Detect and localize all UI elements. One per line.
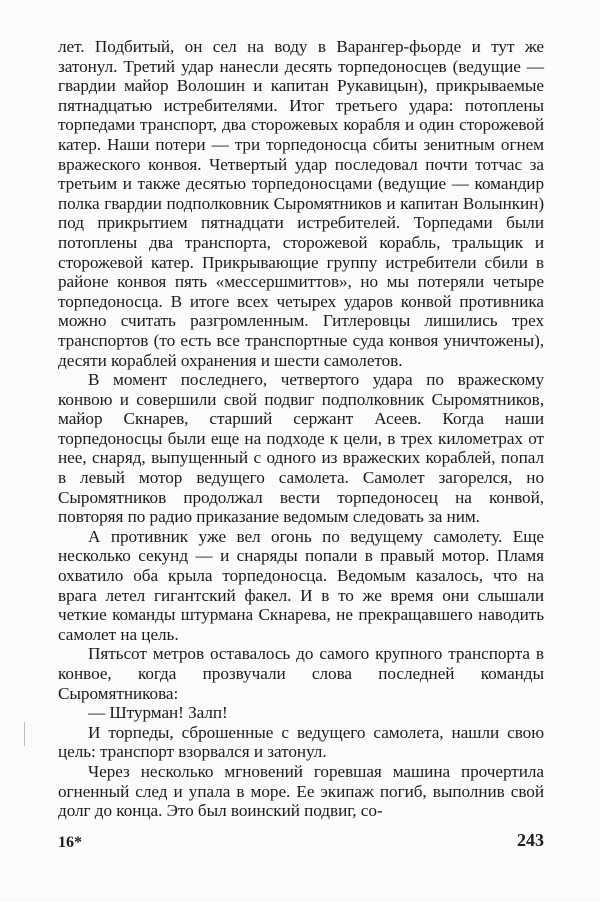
paragraph-4: Пятьсот метров оставалось до самого крупного транспорта в конвое, когда прозвучали слова последней команды Сыромятникова: [58, 644, 544, 703]
paragraph-7: Через несколько мгновений горевшая машина прочертила огненный след и упала в море. Ее экипаж погиб, выполнив свой долг до конца. Это был воинский подвиг, со- [58, 761, 544, 821]
margin-mark [24, 722, 25, 746]
body-text [58, 37, 544, 821]
paragraph-6: И торпеды, сброшенные с ведущего самолета, нашли свою цель: транспорт взорвался и затонул. [58, 722, 544, 762]
paragraph-2: В момент последнего, четвертого удара по вражескому конвою и совершили свой подвиг подполковник Сыромятников, майор Скнарев, старший сержант Асеев. Когда наши торпедоносцы были еще на подходе к цели, в трех километрах от нее, снаряд, выпущенный с одного из вражеских кораблей, попал в левый мотор ведущего самолета. Самолет загорелся, но Сыромятников продолжал вести торпедоносец на конвой, повторяя по радио приказание ведомым следовать за ним. [58, 370, 544, 527]
paragraph-5: — Штурман! Залп! [88, 703, 228, 723]
page-number: 243 [517, 830, 544, 850]
signature-mark: 16* [58, 834, 82, 851]
page-footer [58, 830, 544, 854]
paragraph-1: лет. Подбитый, он сел на воду в Варангер-фьорде и тут же затонул. Третий удар нанесли десять торпедоносцев (ведущие — гвардии майор Волошин и капитан Рукавицын), прикрываемые пятнадцатью истребителями. Итог третьего удара: потоплены торпедами транспорт, два сторожевых корабля и один сторожевой катер. Наши потери — три торпедоносца сбиты зенитным огнем вражеского конвоя. Четвертый удар последовал почти тотчас за третьим и также десятью торпедоносцами (ведущие — командир полка гвардии подполковник Сыромятников и капитан Волынкин) под прикрытием пятнадцати истребителей. Торпедами были потоплены два транспорта, сторожевой корабль, тральщик и сторожевой катер. Прикрывающие группу истребители сбили в районе конвоя пять «мессершмиттов», но мы потеряли четыре торпедоносца. В итоге всех четырех ударов конвой противника можно считать разгромленным. Гитлеровцы лишились трех транспортов (то есть все транспортные суда конвоя уничтожены), десяти кораблей охранения и шести самолетов. [58, 37, 544, 370]
paragraph-3: А противник уже вел огонь по ведущему самолету. Еще несколько секунд — и снаряды попали в правый мотор. Пламя охватило оба крыла торпедоносца. Ведомым казалось, что на врага летел гигантский факел. И в то же время они слышали четкие команды штурмана Скнарева, не прекращавшего наводить самолет на цель. [58, 526, 544, 644]
